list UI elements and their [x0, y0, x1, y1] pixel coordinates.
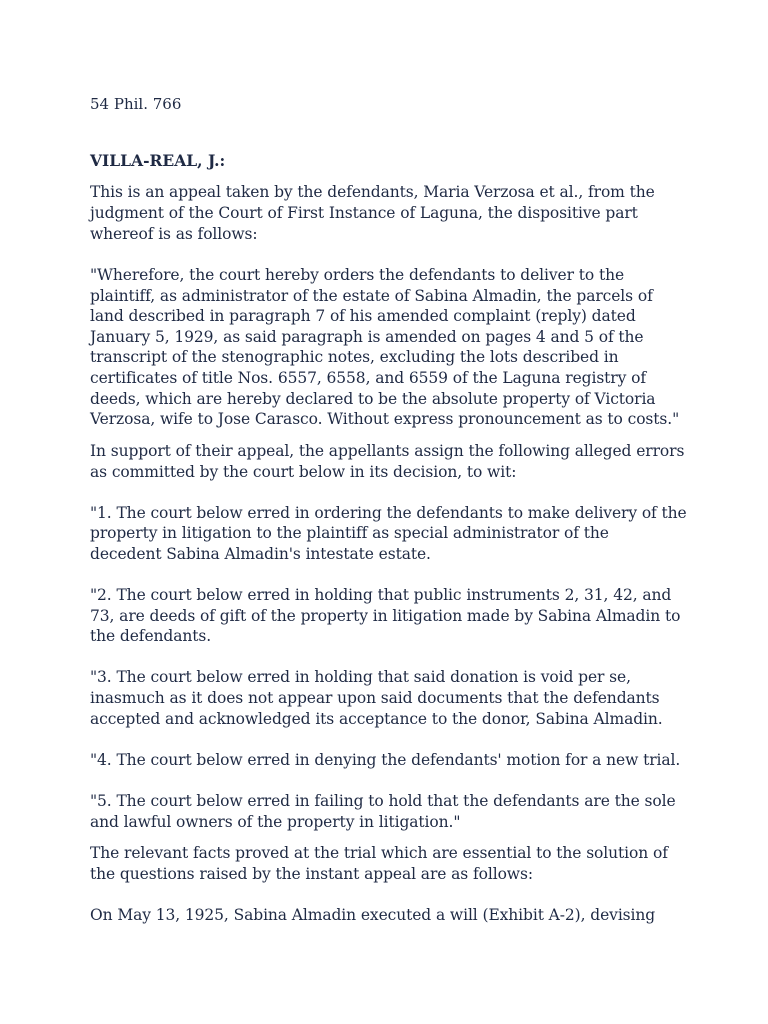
assigned-error-line: "4. The court below erred in denying the defendants' motion for a new trial. — [90, 751, 681, 769]
case-citation: 54 Phil. 766 — [90, 95, 182, 113]
quoted-text-line: deeds, which are hereby declared to be the absolute property of Victoria — [90, 390, 656, 408]
assigned-error-line: "2. The court below erred in holding that public instruments 2, 31, 42, and — [90, 586, 672, 604]
body-text-line: On May 13, 1925, Sabina Almadin executed a will (Exhibit A-2), devising — [90, 906, 656, 924]
body-text-line: In support of their appeal, the appellants assign the following alleged errors — [90, 442, 685, 460]
assigned-error-line: decedent Sabina Almadin's intestate estate. — [90, 545, 431, 563]
assigned-error-line: "1. The court below erred in ordering the defendants to make delivery of the — [90, 504, 687, 522]
body-text-line: judgment of the Court of First Instance of Laguna, the dispositive part — [90, 204, 638, 222]
assigned-error-line: property in litigation to the plaintiff as special administrator of the — [90, 524, 609, 542]
assigned-error-line: "3. The court below erred in holding that said donation is void per se, — [90, 668, 631, 686]
body-text-line: This is an appeal taken by the defendants, Maria Verzosa et al., from the — [90, 183, 655, 201]
body-text-line: the questions raised by the instant appeal are as follows: — [90, 865, 533, 883]
assigned-error-line: "5. The court below erred in failing to hold that the defendants are the sole — [90, 792, 676, 810]
body-text-line: as committed by the court below in its decision, to wit: — [90, 463, 517, 481]
quoted-text-line: certificates of title Nos. 6557, 6558, and 6559 of the Laguna registry of — [90, 369, 646, 387]
quoted-text-line: plaintiff, as administrator of the estate of Sabina Almadin, the parcels of — [90, 287, 653, 305]
body-text-line: whereof is as follows: — [90, 225, 258, 243]
assigned-error-line: the defendants. — [90, 627, 212, 645]
quoted-text-line: January 5, 1929, as said paragraph is amended on pages 4 and 5 of the — [90, 328, 644, 346]
quoted-text-line: Verzosa, wife to Jose Carasco. Without express pronouncement as to costs." — [90, 410, 680, 428]
assigned-error-line: inasmuch as it does not appear upon said documents that the defendants — [90, 689, 660, 707]
assigned-error-line: 73, are deeds of gift of the property in litigation made by Sabina Almadin to — [90, 607, 681, 625]
quoted-text-line: transcript of the stenographic notes, excluding the lots described in — [90, 348, 619, 366]
quoted-text-line: land described in paragraph 7 of his amended complaint (reply) dated — [90, 307, 636, 325]
assigned-error-line: accepted and acknowledged its acceptance to the donor, Sabina Almadin. — [90, 710, 663, 728]
assigned-error-line: and lawful owners of the property in litigation." — [90, 813, 461, 831]
opinion-author: VILLA-REAL, J.: — [90, 151, 226, 170]
body-text-line: The relevant facts proved at the trial which are essential to the solution of — [90, 844, 668, 862]
quoted-text-line: "Wherefore, the court hereby orders the defendants to deliver to the — [90, 266, 625, 284]
